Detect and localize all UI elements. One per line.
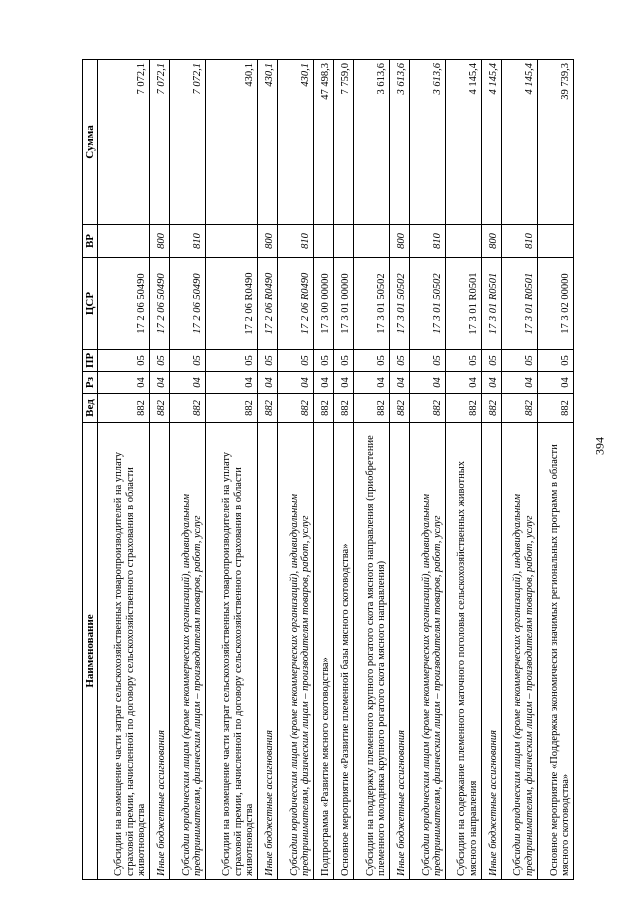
cell-pr: 05 [354,350,390,372]
cell-sum: 4 145,4 [446,60,482,225]
cell-vr [446,225,482,258]
cell-name: Субсидии юридическим лицам (кроме некоммерческих организаций), индивидуальным предпринимателям, физическим лицам – производителям товаров, работ, услуг [170,423,206,880]
cell-pr: 05 [206,350,258,372]
cell-name: Субсидии на поддержку племенного крупного рогатого скота мясного направления (приобретение племенного молодняка крупного рогатого скота мясного направления) [354,423,390,880]
cell-vr [314,225,334,258]
cell-rz: 04 [446,372,482,394]
cell-ved: 882 [98,394,150,423]
table-row [390,60,410,880]
cell-name: Основное мероприятие «Поддержка экономически значимых региональных программ в области мясного скотоводства» [537,423,573,880]
cell-csr: 17 3 01 R0501 [481,258,501,350]
table-row [354,60,390,880]
cell-pr: 05 [501,350,537,372]
header-vr: ВР [83,225,98,258]
cell-ved: 882 [170,394,206,423]
cell-pr: 05 [537,350,573,372]
cell-rz: 04 [354,372,390,394]
cell-pr: 05 [258,350,278,372]
budget-table [82,59,574,880]
cell-rz: 04 [278,372,314,394]
cell-vr [354,225,390,258]
table-row [258,60,278,880]
cell-vr [537,225,573,258]
table-row [98,60,150,880]
table-row [206,60,258,880]
cell-rz: 04 [410,372,446,394]
cell-csr: 17 3 02 00000 [537,258,573,350]
cell-name: Субсидии юридическим лицам (кроме некоммерческих организаций), индивидуальным предпринимателям, физическим лицам – производителям товаров, работ, услуг [278,423,314,880]
cell-sum: 7 072,1 [170,60,206,225]
cell-vr [334,225,354,258]
header-name: Наименование [83,423,98,880]
cell-ved: 882 [150,394,170,423]
cell-vr: 810 [501,225,537,258]
cell-rz: 04 [501,372,537,394]
cell-pr: 05 [314,350,334,372]
cell-rz: 04 [334,372,354,394]
cell-sum: 430,1 [278,60,314,225]
cell-sum: 7 759,0 [334,60,354,225]
table-row [481,60,501,880]
table-row [150,60,170,880]
cell-ved: 882 [446,394,482,423]
cell-pr: 05 [98,350,150,372]
cell-csr: 17 3 00 00000 [314,258,334,350]
table-header-row [83,60,98,880]
cell-csr: 17 3 01 00000 [334,258,354,350]
cell-name: Подпрограмма «Развитие мясного скотоводства» [314,423,334,880]
header-ved: Вед [83,394,98,423]
cell-ved: 882 [501,394,537,423]
cell-name: Основное мероприятие «Развитие племенной базы мясного скотоводства» [334,423,354,880]
cell-pr: 05 [278,350,314,372]
cell-ved: 882 [258,394,278,423]
cell-csr: 17 3 01 R0501 [501,258,537,350]
cell-csr: 17 2 06 R0490 [206,258,258,350]
cell-csr: 17 2 06 50490 [170,258,206,350]
table-row [446,60,482,880]
cell-pr: 05 [390,350,410,372]
cell-name: Субсидии на содержание племенного маточного поголовья сельскохозяйственных животных мясного направления [446,423,482,880]
cell-rz: 04 [170,372,206,394]
cell-name: Субсидии на возмещение части затрат сельскохозяйственных товаропроизводителей на уплату страховой премии, начисленной по договору сельскохозяйственного страхования в области животноводства [206,423,258,880]
cell-sum: 430,1 [206,60,258,225]
cell-csr: 17 2 06 50490 [98,258,150,350]
cell-name: Иные бюджетные ассигнования [390,423,410,880]
cell-vr: 810 [170,225,206,258]
cell-vr [206,225,258,258]
cell-ved: 882 [206,394,258,423]
header-sum: Сумма [83,60,98,225]
cell-name: Иные бюджетные ассигнования [481,423,501,880]
cell-vr: 800 [481,225,501,258]
cell-rz: 04 [390,372,410,394]
cell-sum: 7 072,1 [98,60,150,225]
cell-rz: 04 [258,372,278,394]
cell-sum: 4 145,4 [481,60,501,225]
table-row [334,60,354,880]
cell-ved: 882 [314,394,334,423]
cell-csr: 17 2 06 R0490 [258,258,278,350]
cell-csr: 17 2 06 R0490 [278,258,314,350]
rotated-table-container [82,60,574,880]
cell-rz: 04 [150,372,170,394]
cell-csr: 17 3 01 50502 [354,258,390,350]
cell-name: Субсидии юридическим лицам (кроме некоммерческих организаций), индивидуальным предпринимателям, физическим лицам – производителям товаров, работ, услуг [501,423,537,880]
cell-ved: 882 [481,394,501,423]
cell-sum: 47 498,3 [314,60,334,225]
table-row [410,60,446,880]
cell-ved: 882 [390,394,410,423]
table-row [501,60,537,880]
cell-pr: 05 [446,350,482,372]
cell-name: Иные бюджетные ассигнования [150,423,170,880]
cell-vr: 810 [278,225,314,258]
cell-pr: 05 [170,350,206,372]
cell-sum: 3 613,6 [410,60,446,225]
cell-vr [98,225,150,258]
cell-ved: 882 [278,394,314,423]
cell-pr: 05 [334,350,354,372]
cell-rz: 04 [206,372,258,394]
cell-rz: 04 [98,372,150,394]
cell-pr: 05 [410,350,446,372]
table-row [314,60,334,880]
cell-csr: 17 3 01 50502 [390,258,410,350]
cell-ved: 882 [537,394,573,423]
cell-sum: 3 613,6 [390,60,410,225]
cell-pr: 05 [481,350,501,372]
table-body [98,60,574,880]
cell-rz: 04 [314,372,334,394]
table-row [537,60,573,880]
cell-name: Субсидии на возмещение части затрат сельскохозяйственных товаропроизводителей на уплату страховой премии, начисленной по договору сельскохозяйственного страхования в области животноводства [98,423,150,880]
cell-ved: 882 [334,394,354,423]
header-rz: Рз [83,372,98,394]
cell-sum: 4 145,4 [501,60,537,225]
page-number: 394 [592,437,607,455]
cell-sum: 430,1 [258,60,278,225]
cell-rz: 04 [537,372,573,394]
cell-csr: 17 3 01 R0501 [446,258,482,350]
cell-rz: 04 [481,372,501,394]
header-pr: ПР [83,350,98,372]
header-csr: ЦСР [83,258,98,350]
cell-sum: 7 072,1 [150,60,170,225]
cell-sum: 3 613,6 [354,60,390,225]
cell-name: Субсидии юридическим лицам (кроме некоммерческих организаций), индивидуальным предпринимателям, физическим лицам – производителям товаров, работ, услуг [410,423,446,880]
cell-vr: 800 [150,225,170,258]
table-row [170,60,206,880]
cell-pr: 05 [150,350,170,372]
cell-name: Иные бюджетные ассигнования [258,423,278,880]
cell-csr: 17 2 06 50490 [150,258,170,350]
cell-vr: 810 [410,225,446,258]
cell-ved: 882 [354,394,390,423]
cell-csr: 17 3 01 50502 [410,258,446,350]
cell-sum: 39 739,3 [537,60,573,225]
cell-vr: 800 [390,225,410,258]
cell-vr: 800 [258,225,278,258]
cell-ved: 882 [410,394,446,423]
table-row [278,60,314,880]
